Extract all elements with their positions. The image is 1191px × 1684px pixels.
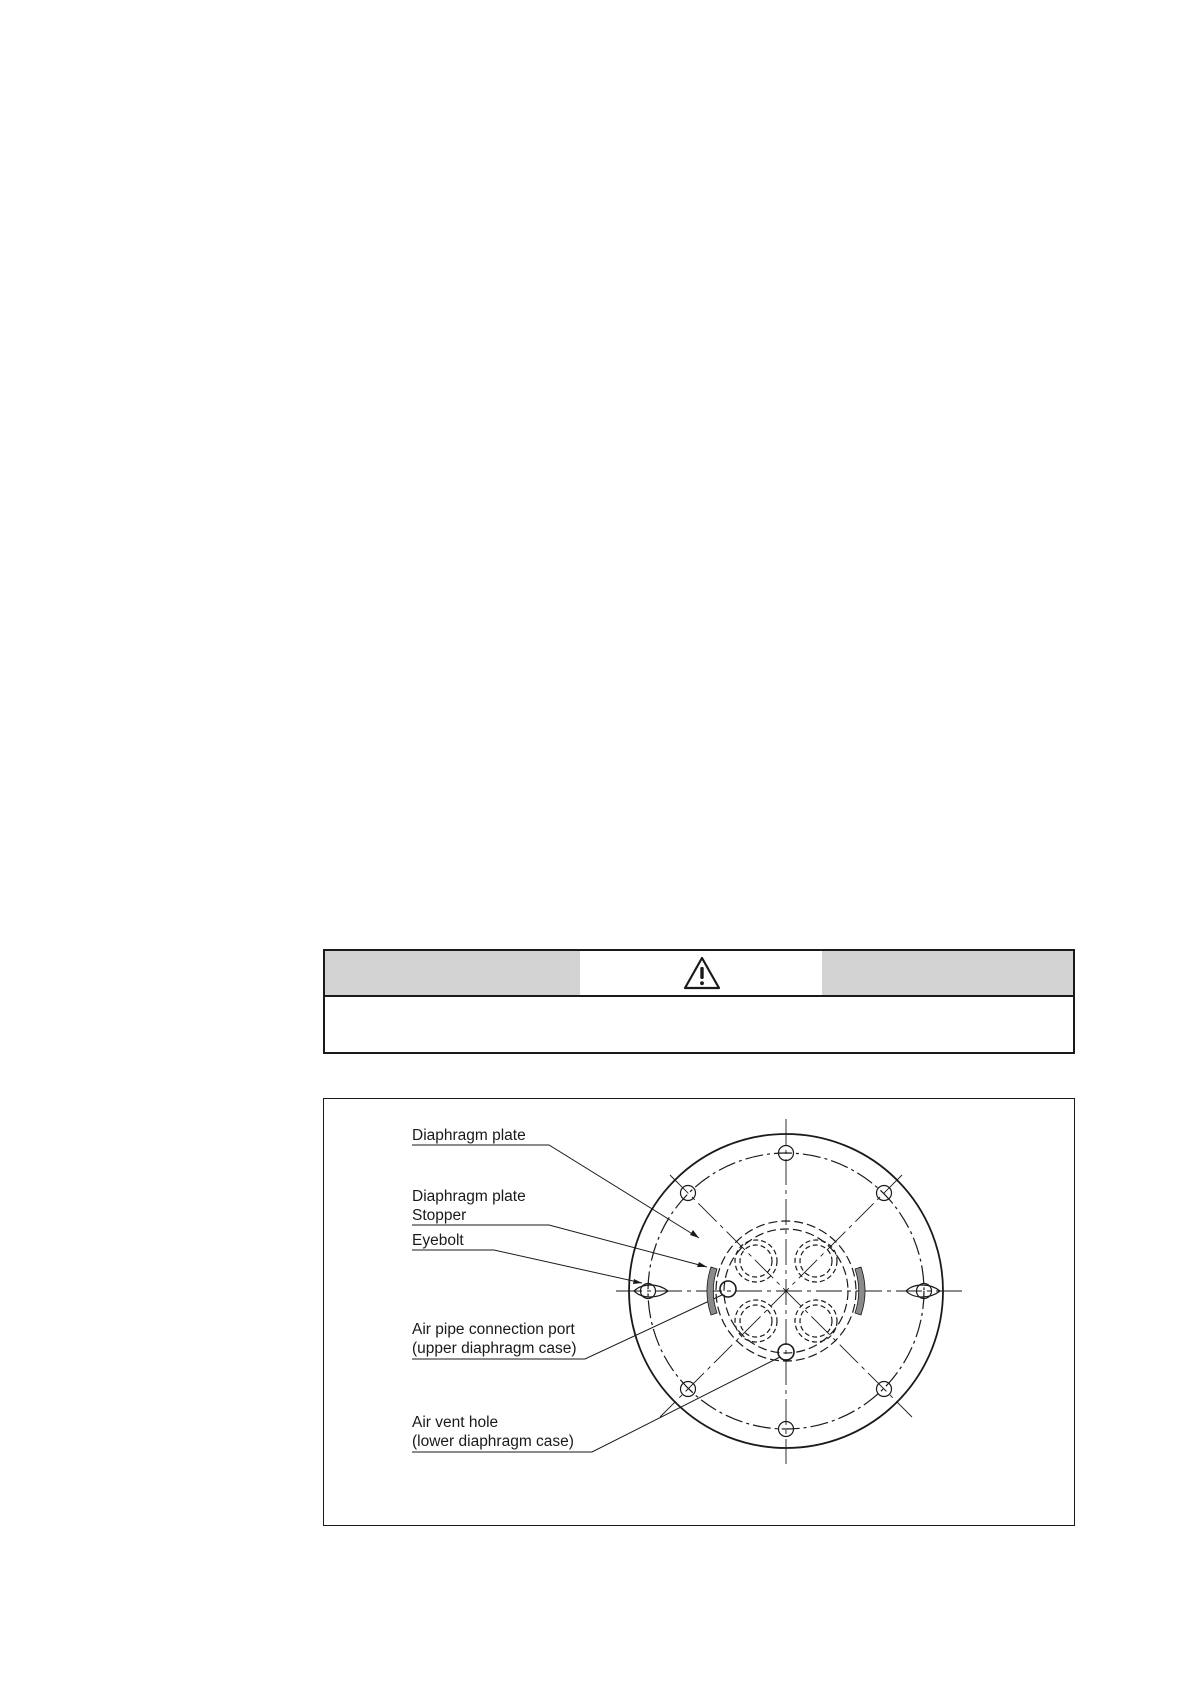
caution-header bbox=[325, 951, 1073, 997]
label-stopper-line1: Diaphragm plate bbox=[412, 1188, 526, 1205]
caution-header-center bbox=[580, 951, 822, 995]
diagonal-center-line-1 bbox=[670, 1175, 912, 1417]
label-stopper-line2: Stopper bbox=[412, 1207, 467, 1224]
caution-box bbox=[323, 949, 1075, 1054]
label-eyebolt: Eyebolt bbox=[412, 1232, 464, 1249]
label-air-pipe-line2: (upper diaphragm case) bbox=[412, 1340, 577, 1357]
diagonal-center-line-2 bbox=[660, 1175, 902, 1417]
air-pipe-connection-port bbox=[720, 1281, 736, 1297]
figure-box bbox=[323, 1098, 1075, 1526]
leader-eyebolt bbox=[412, 1250, 642, 1283]
diaphragm-top-view-drawing bbox=[324, 1099, 1076, 1527]
warning-triangle-icon bbox=[683, 955, 721, 991]
label-air-vent-line1: Air vent hole bbox=[412, 1414, 499, 1431]
label-diaphragm-plate: Diaphragm plate bbox=[412, 1127, 526, 1144]
label-air-vent-line2: (lower diaphragm case) bbox=[412, 1433, 574, 1450]
label-air-pipe-line1: Air pipe connection port bbox=[412, 1321, 575, 1338]
